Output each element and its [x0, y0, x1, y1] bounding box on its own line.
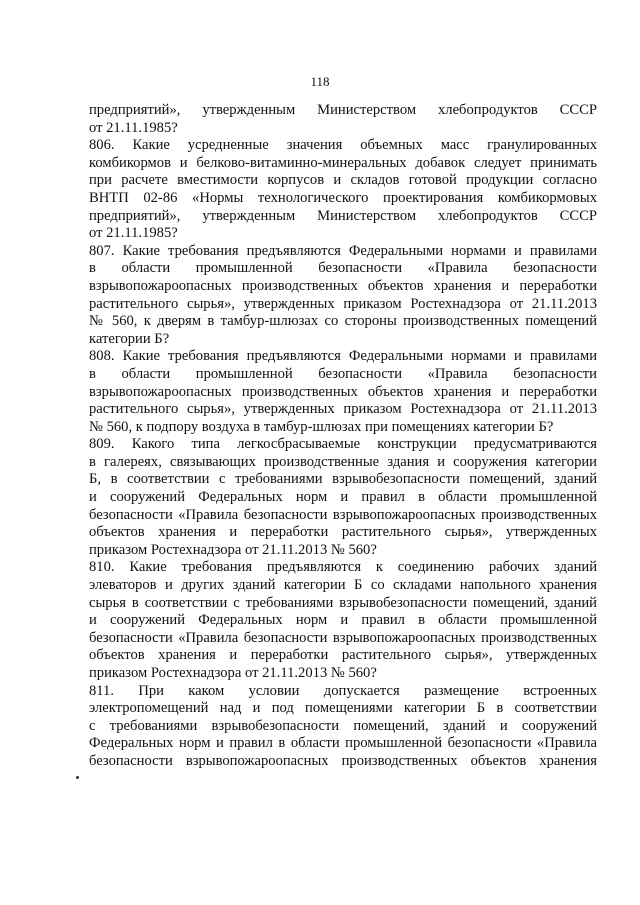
text-line: сырья в соответствии с требованиями взрывобезопасности помещений, зданий — [89, 594, 597, 611]
scan-speck — [76, 776, 79, 779]
text-line: в галереях, связывающих производственные здания и сооружения категории — [89, 453, 597, 470]
text-line: 807. Какие требования предъявляются Федеральными нормами и правилами — [89, 242, 597, 259]
text-line: безопасности «Правила безопасности взрывопожароопасных производственных — [89, 629, 597, 646]
text-line: 808. Какие требования предъявляются Федеральными нормами и правилами — [89, 348, 597, 365]
text-line: в области промышленной безопасности «Правила безопасности — [89, 365, 597, 382]
text-line: 809. Какого типа легкосбрасываемые конструкции предусматриваются — [89, 436, 597, 453]
text-line: и сооружений Федеральных норм и правил в области промышленной — [89, 612, 597, 629]
text-line: с требованиями взрывобезопасности помещений, зданий и сооружений — [89, 717, 597, 734]
text-line: при расчете вместимости корпусов и складов готовой продукции согласно — [89, 172, 597, 189]
text-line: приказом Ростехнадзора от 21.11.2013 № 560? — [89, 665, 377, 681]
text-line: предприятий», утвержденным Министерством хлебопродуктов СССР — [89, 207, 597, 224]
text-line: безопасности «Правила безопасности взрывопожароопасных производственных — [89, 506, 597, 523]
text-line: № 560, к дверям в тамбур-шлюзах со стороны производственных помещений — [89, 313, 597, 330]
text-line: объектов хранения и переработки растительного сырья», утвержденных — [89, 524, 597, 541]
text-line: от 21.11.1985? — [89, 119, 178, 136]
text-line: Б, в соответствии с требованиями взрывобезопасности помещений, зданий — [89, 471, 597, 488]
text-line: категории Б? — [89, 330, 170, 347]
text-line: объектов хранения и переработки растительного сырья», утвержденных — [89, 647, 597, 664]
text-line: электропомещений над и под помещениями категории Б в соответствии — [89, 700, 597, 717]
text-line: предприятий», утвержденным Министерством хлебопродуктов СССР — [89, 102, 597, 118]
text-line: взрывопожароопасных производственных объектов хранения и переработки — [89, 277, 597, 294]
text-line: ВНТП 02-86 «Нормы технологического проектирования комбикормовых — [89, 189, 597, 206]
text-line: 810. Какие требования предъявляются к соединению рабочих зданий — [89, 559, 597, 576]
text-line: приказом Ростехнадзора от 21.11.2013 № 560? — [89, 541, 377, 558]
text-line: растительного сырья», утвержденных приказом Ростехнадзора от 21.11.2013 — [89, 401, 597, 418]
text-line: от 21.11.1985? — [89, 225, 178, 242]
text-line: растительного сырья», утвержденных приказом Ростехнадзора от 21.11.2013 — [89, 295, 597, 312]
text-line: и сооружений Федеральных норм и правил в области промышленной — [89, 489, 597, 506]
text-line: Федеральных норм и правил в области промышленной безопасности «Правила — [89, 735, 597, 752]
document-body — [89, 102, 597, 771]
text-line: элеваторов и других зданий категории Б со складами напольного хранения — [89, 577, 597, 594]
text-line: в области промышленной безопасности «Правила безопасности — [89, 260, 597, 277]
text-line: безопасности взрывопожароопасных производственных объектов хранения — [89, 752, 597, 769]
text-line: 811. При каком условии допускается размещение встроенных — [89, 682, 597, 699]
page-number: 118 — [310, 74, 330, 89]
text-line: комбикормов и белково-витаминно-минеральных добавок следует принимать — [89, 154, 597, 171]
text-line: взрывопожароопасных производственных объектов хранения и переработки — [89, 383, 597, 400]
text-line: № 560, к подпору воздуха в тамбур-шлюзах при помещениях категории Б? — [89, 418, 554, 435]
text-line: 806. Какие усредненные значения объемных масс гранулированных — [89, 137, 597, 154]
